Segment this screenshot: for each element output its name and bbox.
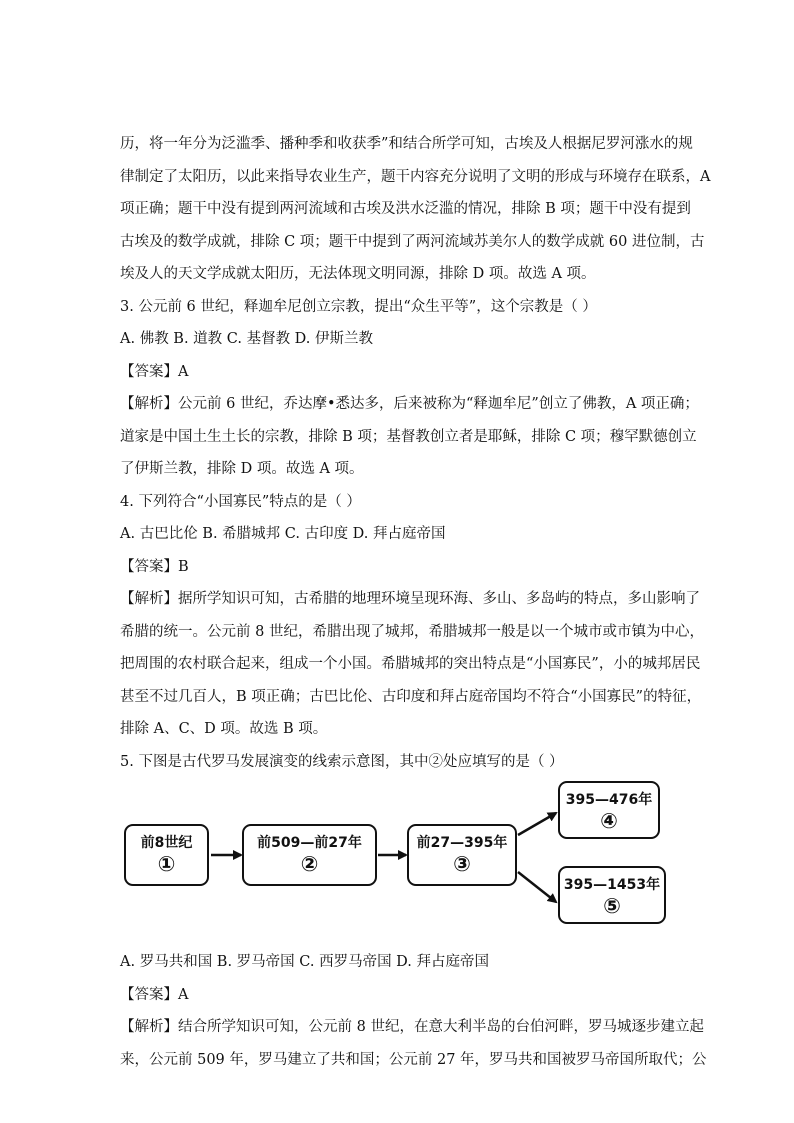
question-options: A. 罗马共和国 B. 罗马帝国 C. 西罗马帝国 D. 拜占庭帝国 xyxy=(120,954,490,970)
question-5 xyxy=(120,746,707,1077)
box-period: 前8世纪 xyxy=(140,835,193,851)
answer-text: 【答案】A xyxy=(120,363,189,380)
question-text: 3. 公元前 6 世纪，释迦牟尼创立宗教，提出“众生平等”，这个宗教是（ ） xyxy=(120,298,597,315)
box-period: 前27—395年 xyxy=(416,835,508,851)
answer-text: 【答案】A xyxy=(120,986,189,1003)
arrow-3-4 xyxy=(518,813,556,835)
rome-timeline-diagram xyxy=(120,780,680,942)
diagram-box-5 xyxy=(558,866,666,924)
analysis-line: 【解析】公元前 6 世纪，乔达摩•悉达多，后来被称为“释迦牟尼”创立了佛教，A 项正确； xyxy=(120,396,699,412)
analysis-line: 排除 A、C、D 项。故选 B 项。 xyxy=(120,721,328,737)
question-4 xyxy=(120,486,704,746)
document-page xyxy=(120,128,711,1076)
analysis-line: 希腊的统一。公元前 8 世纪，希腊出现了城邦，希腊城邦一般是以一个城市或市镇为中心， xyxy=(120,623,704,640)
analysis-line: 【解析】据所学知识可知，古希腊的地理环境呈现环海、多山、多岛屿的特点，多山影响了 xyxy=(120,591,700,607)
question-text: 4. 下列符合“小国寡民”特点的是（ ） xyxy=(120,493,361,510)
box-period: 395—1453年 xyxy=(563,877,661,893)
box-mark: ② xyxy=(300,852,319,876)
text-line: 古埃及的数学成就，排除 C 项；题干中提到了两河流域苏美尔人的数学成就 60 进位制，古 xyxy=(120,233,705,250)
paragraph-continued-analysis xyxy=(120,128,711,291)
text-line: 埃及人的天文学成就太阳历，无法体现文明同源，排除 D 项。故选 A 项。 xyxy=(120,266,596,282)
answer-text: 【答案】B xyxy=(120,558,189,575)
question-options: A. 古巴比伦 B. 希腊城邦 C. 古印度 D. 拜占庭帝国 xyxy=(120,526,446,542)
box-period: 前509—前27年 xyxy=(257,835,362,851)
analysis-line: 【解析】结合所学知识可知，公元前 8 世纪，在意大利半岛的台伯河畔，罗马城逐步建立起 xyxy=(120,1019,704,1035)
analysis-line: 来，公元前 509 年，罗马建立了共和国；公元前 27 年，罗马共和国被罗马帝国所取代；公 xyxy=(120,1051,707,1068)
analysis-line: 了伊斯兰教，排除 D 项。故选 A 项。 xyxy=(120,461,364,477)
diagram-box-1 xyxy=(124,824,209,886)
diagram-box-3 xyxy=(407,824,517,886)
box-mark: ① xyxy=(157,852,176,876)
text-line: 历，将一年分为泛滥季、播种季和收获季”和结合所学可知，古埃及人根据尼罗河涨水的规 xyxy=(120,136,693,152)
question-options: A. 佛教 B. 道教 C. 基督教 D. 伊斯兰教 xyxy=(120,331,374,347)
arrow-3-5 xyxy=(518,872,556,902)
analysis-line: 把周围的农村联合起来，组成一个小国。希腊城邦的突出特点是“小国寡民”，小的城邦居民 xyxy=(120,656,701,672)
box-period: 395—476年 xyxy=(565,792,653,808)
diagram-box-2 xyxy=(242,824,377,886)
text-line: 律制定了太阳历，以此来指导农业生产，题干内容充分说明了文明的形成与环境存在联系，A xyxy=(120,168,711,185)
analysis-line: 道家是中国土生土长的宗教，排除 B 项；基督教创立者是耶稣，排除 C 项；穆罕默德创立 xyxy=(120,428,697,445)
question-3 xyxy=(120,291,699,486)
box-mark: ④ xyxy=(600,809,618,833)
analysis-line: 甚至不过几百人，B 项正确；古巴比伦、古印度和拜占庭帝国均不符合“小国寡民”的特征， xyxy=(120,688,702,705)
question-text: 5. 下图是古代罗马发展演变的线索示意图，其中②处应填写的是（ ） xyxy=(120,753,564,770)
box-mark: ⑤ xyxy=(603,894,621,918)
text-line: 项正确；题干中没有提到两河流域和古埃及洪水泛滥的情况，排除 B 项；题干中没有提到 xyxy=(120,201,691,217)
diagram-box-4 xyxy=(558,781,660,839)
box-mark: ③ xyxy=(453,852,471,876)
